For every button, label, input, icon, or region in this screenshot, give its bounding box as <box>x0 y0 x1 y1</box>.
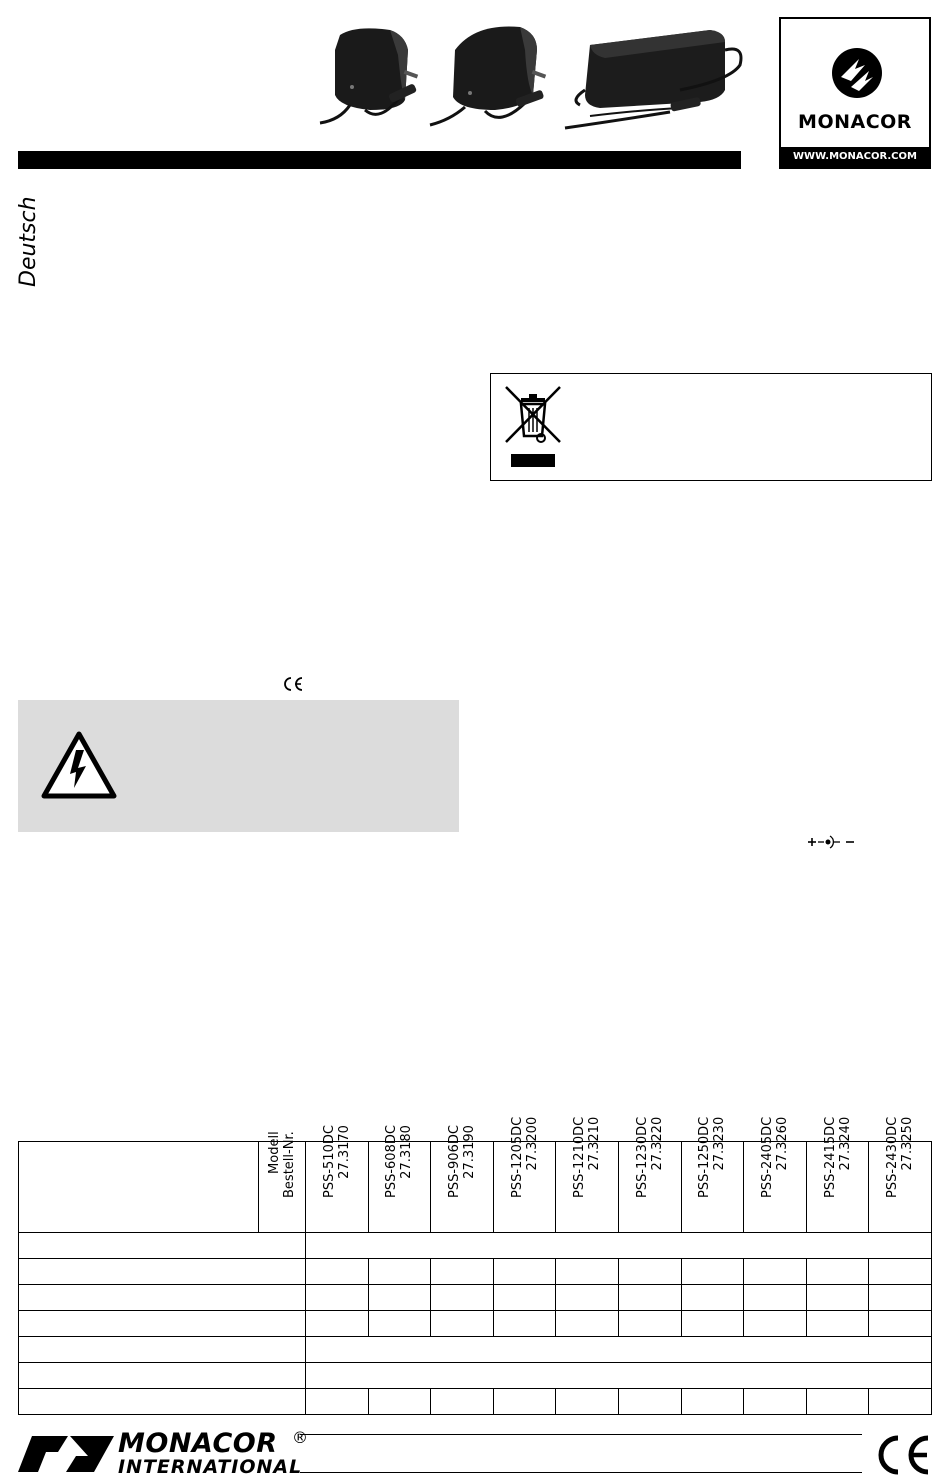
brand-url: WWW.MONACOR.COM <box>781 147 929 167</box>
column-model: PSS-2430DC <box>885 1116 901 1198</box>
table-cell <box>431 1389 494 1415</box>
table-cell <box>618 1285 681 1311</box>
table-column-header <box>431 1125 494 1233</box>
table-row <box>19 1337 932 1363</box>
table-cell <box>493 1389 556 1415</box>
table-cell <box>618 1259 681 1285</box>
ce-mark-icon <box>282 676 304 692</box>
table-cell <box>493 1259 556 1285</box>
table-cell <box>431 1285 494 1311</box>
table-cell <box>681 1259 744 1285</box>
table-cell <box>19 1389 306 1415</box>
dc-polarity-icon <box>806 834 856 850</box>
table-row <box>19 1259 932 1285</box>
table-cell <box>431 1259 494 1285</box>
column-model: PSS-608DC <box>384 1125 400 1198</box>
table-cell <box>306 1311 369 1337</box>
order-label: Bestell-Nr. <box>282 1131 297 1198</box>
table-cell <box>744 1311 807 1337</box>
table-cell <box>556 1389 619 1415</box>
table-cell <box>19 1285 306 1311</box>
high-voltage-warning-icon <box>40 730 118 800</box>
model-label: Modell <box>267 1131 282 1174</box>
table-header-blank <box>19 1142 259 1233</box>
table-column-header <box>744 1116 807 1233</box>
table-column-header <box>368 1125 431 1233</box>
table-row <box>19 1363 932 1389</box>
table-cell <box>806 1259 869 1285</box>
table-row <box>19 1285 932 1311</box>
monacor-lightning-logo-icon <box>831 47 883 99</box>
table-cell <box>681 1285 744 1311</box>
table-cell <box>493 1311 556 1337</box>
table-cell <box>368 1285 431 1311</box>
table-cell <box>306 1285 369 1311</box>
table-header-row <box>19 1142 932 1233</box>
table-cell <box>806 1285 869 1311</box>
column-model: PSS-1230DC <box>634 1116 650 1198</box>
column-order: 27.3170 <box>336 1125 352 1179</box>
column-order: 27.3230 <box>712 1116 728 1171</box>
table-cell <box>869 1259 932 1285</box>
footer-line <box>300 1472 862 1473</box>
table-cell <box>19 1363 306 1389</box>
table-cell <box>306 1389 369 1415</box>
table-cell <box>681 1389 744 1415</box>
table-column-header <box>618 1116 681 1233</box>
column-order: 27.3210 <box>587 1116 603 1171</box>
product-photo-adapter-desktop <box>560 20 750 135</box>
product-photo-adapter-medium <box>425 15 550 135</box>
column-order: 27.3200 <box>524 1116 540 1171</box>
monacor-logo-box <box>779 17 931 169</box>
safety-warning-box <box>18 700 459 832</box>
table-cell <box>744 1285 807 1311</box>
product-photo-adapter-small <box>310 15 430 135</box>
table-cell <box>744 1389 807 1415</box>
footer-line <box>300 1434 862 1435</box>
table-header-labels <box>259 1131 306 1233</box>
specifications-table <box>18 1116 932 1415</box>
column-model: PSS-1210DC <box>572 1116 588 1198</box>
table-cell <box>869 1311 932 1337</box>
table-cell <box>368 1389 431 1415</box>
column-order: 27.3260 <box>774 1116 790 1171</box>
column-model: PSS-2405DC <box>759 1116 775 1198</box>
table-cell <box>306 1337 932 1363</box>
crossed-bin-icon <box>503 384 563 472</box>
table-cell <box>806 1311 869 1337</box>
table-cell <box>744 1259 807 1285</box>
language-label-container <box>16 195 46 290</box>
column-model: PSS-906DC <box>446 1125 462 1198</box>
column-model: PSS-1250DC <box>697 1116 713 1198</box>
table-cell <box>681 1311 744 1337</box>
table-cell <box>618 1389 681 1415</box>
table-row <box>19 1389 932 1415</box>
table-cell <box>556 1259 619 1285</box>
footer-registered-mark: ® <box>292 1428 308 1447</box>
column-order: 27.3190 <box>461 1125 477 1179</box>
column-model: PSS-510DC <box>321 1125 337 1198</box>
column-model: PSS-2415DC <box>822 1116 838 1198</box>
table-cell <box>19 1311 306 1337</box>
table-cell <box>368 1311 431 1337</box>
table-cell <box>306 1363 932 1389</box>
table-column-header <box>681 1116 744 1233</box>
column-order: 27.3250 <box>900 1116 916 1171</box>
column-order: 27.3240 <box>837 1116 853 1171</box>
table-column-header <box>493 1116 556 1233</box>
footer-logo <box>18 1428 308 1478</box>
table-column-header <box>806 1116 869 1233</box>
table-cell <box>869 1389 932 1415</box>
table-column-header <box>556 1116 619 1233</box>
table-cell <box>556 1311 619 1337</box>
table-cell <box>431 1311 494 1337</box>
ce-mark-icon <box>872 1432 932 1477</box>
language-label: Deutsch <box>16 196 41 287</box>
monacor-international-logo-icon <box>18 1432 116 1476</box>
footer-brand-name: MONACOR <box>118 1428 278 1459</box>
table-column-header <box>306 1125 369 1233</box>
table-cell <box>869 1285 932 1311</box>
table-column-header <box>869 1116 932 1233</box>
column-model: PSS-1205DC <box>509 1116 525 1198</box>
table-cell <box>306 1259 369 1285</box>
table-row <box>19 1233 932 1259</box>
table-cell <box>19 1337 306 1363</box>
table-row <box>19 1311 932 1337</box>
table-cell <box>19 1233 306 1259</box>
header-bar <box>18 151 741 169</box>
brand-name: MONACOR <box>798 111 912 133</box>
column-order: 27.3180 <box>399 1125 415 1179</box>
column-order: 27.3220 <box>649 1116 665 1171</box>
footer-brand-subtitle: INTERNATIONAL <box>118 1456 303 1478</box>
table-cell <box>19 1259 306 1285</box>
table-cell <box>556 1285 619 1311</box>
table-cell <box>618 1311 681 1337</box>
table-cell <box>806 1389 869 1415</box>
table-cell <box>493 1285 556 1311</box>
table-cell <box>368 1259 431 1285</box>
disposal-notice-box <box>490 373 932 481</box>
table-cell <box>306 1233 932 1259</box>
